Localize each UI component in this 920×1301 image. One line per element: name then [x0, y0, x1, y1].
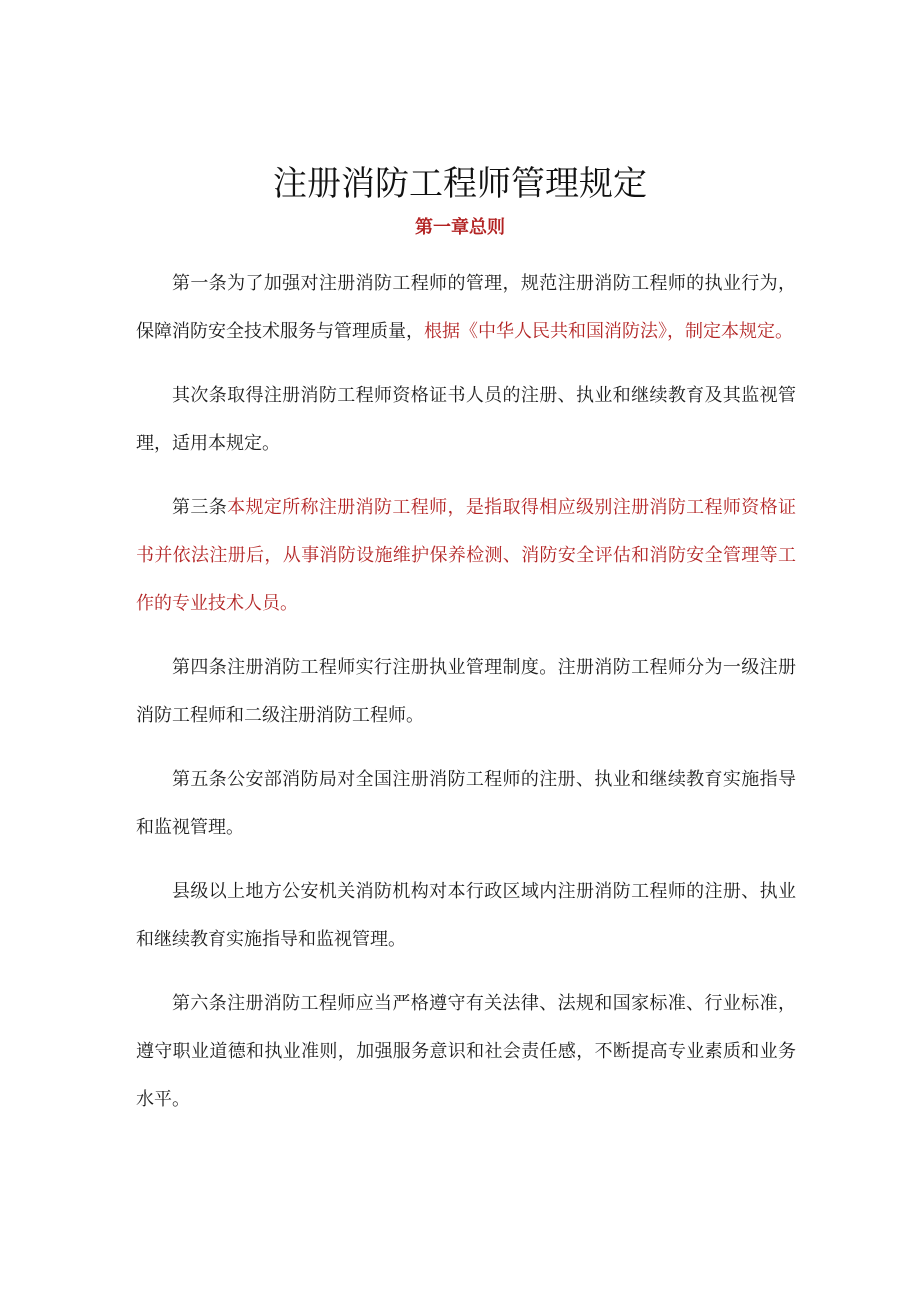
article-1-text: 第一条为了加强对注册消防工程师的管理，规范注册消防工程师的执业行为，保障消防安全技术服务与管理质量，	[136, 273, 796, 342]
chapter-heading: 第一章总则	[415, 217, 505, 238]
article-6-paragraph: 第六条注册消防工程师应当严格遵守有关法律、法规和国家标准、行业标准，遵守职业道德和执业准则，加强服务意识和社会责任感，不断提高专业素质和业务水平。	[136, 993, 796, 1110]
article-3-label: 第三条	[172, 497, 228, 518]
article-4-paragraph: 第四条注册消防工程师实行注册执业管理制度。注册消防工程师分为一级注册消防工程师和二级注册消防工程师。	[136, 657, 796, 726]
document-title: 注册消防工程师管理规定	[273, 163, 647, 204]
article-3-paragraph	[136, 484, 796, 628]
article-1-highlight: 根据《中华人民共和国消防法》，制定本规定。	[424, 321, 793, 342]
article-2-paragraph: 其次条取得注册消防工程师资格证书人员的注册、执业和继续教育及其监视管理，适用本规定。	[136, 385, 796, 454]
article-3-highlight: 本规定所称注册消防工程师，是指取得相应级别注册消防工程师资格证书并依法注册后，从事消防设施维护保养检测、消防安全评估和消防安全管理等工作的专业技术人员。	[136, 497, 796, 614]
article-5-sub-paragraph: 县级以上地方公安机关消防机构对本行政区域内注册消防工程师的注册、执业和继续教育实施指导和监视管理。	[136, 881, 796, 950]
article-1-paragraph	[136, 260, 796, 356]
article-5-paragraph: 第五条公安部消防局对全国注册消防工程师的注册、执业和继续教育实施指导和监视管理。	[136, 769, 796, 838]
document-body	[136, 260, 796, 1140]
